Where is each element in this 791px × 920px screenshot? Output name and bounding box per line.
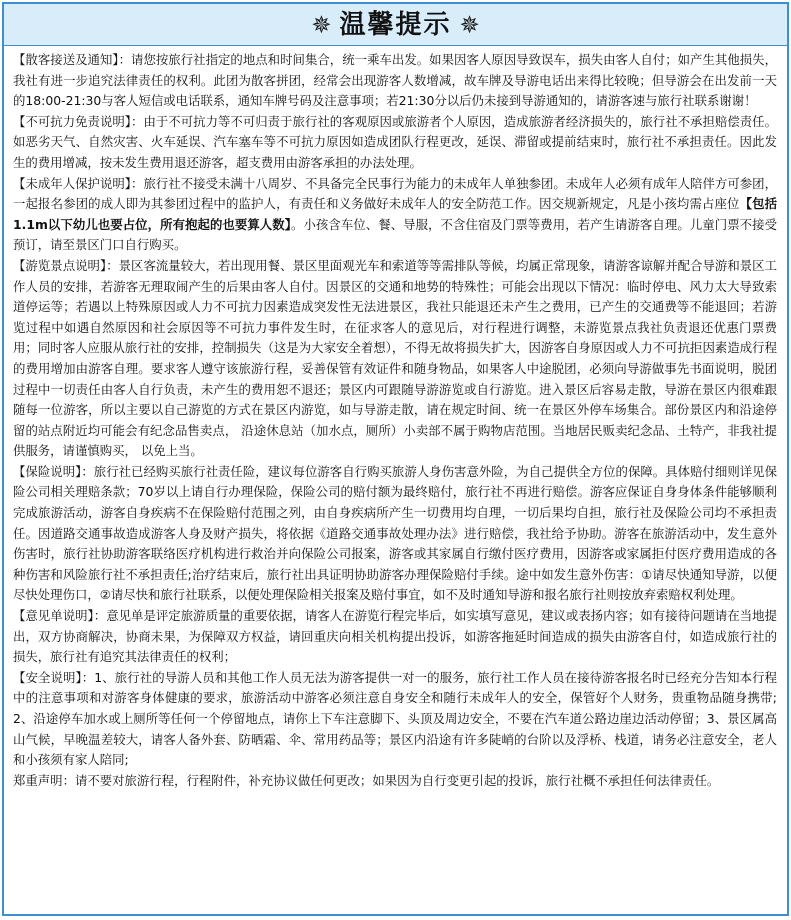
notice-body bbox=[4, 46, 787, 791]
section-pickup-notice bbox=[13, 50, 777, 112]
section-feedback-form bbox=[13, 606, 777, 668]
section-heading: 【不可抗力免责说明】 bbox=[13, 113, 132, 129]
section-sightseeing bbox=[13, 256, 777, 462]
section-text: 。小孩含车位、餐、导服，不含住宿及门票等费用，若产生请游客自理。儿童门票不接受预订，请至景区门口自行购买。 bbox=[13, 216, 777, 253]
page-title: 温馨提示 bbox=[339, 9, 452, 40]
flower-icon-left: ✵ bbox=[311, 10, 332, 39]
section-heading: 【意见单说明】 bbox=[13, 608, 94, 624]
notice-panel bbox=[2, 2, 789, 916]
section-text: ：旅行社已经购买旅行社责任险，建议每位游客自行购买旅游人身伤害意外险，为自己提供全方位的保障。具体赔付细则详见保险公司相关理赔条款；70岁以上请自行办理保险，保险公司的赔付额为最终赔付，旅行社不再进行赔偿。游客应保证自身身体条件能够顺利完成旅游活动，游客自身疾病不在保险赔付范围之列，由自身疾病所产生一切费用均自理，一切后果均自担，旅行社及保险公司均不承担责任。因道路交通事故造成游客人身及财产损失，将依据《道路交通事故处理办法》进行赔偿，我社给予协助。游客在旅游活动中，发生意外伤害时，旅行社协助游客联络医疗机构进行救治并向保险公司报案，游客或其家属自行缴付医疗费用，因游客或家属拒付医疗费用造成的各种伤害和风险旅行社不承担责任;治疗结束后，旅行社出具证明协助游客办理保险赔付手续。途中如发生意外伤害：①请尽快通知导游，以便尽快处理伤口，②请尽快和旅行社联系，以便处理保险相关报案及赔付事宜，如不及时通知导游和报名旅行社则按放弃索赔权利处理。 bbox=[13, 463, 777, 603]
section-declaration bbox=[13, 771, 777, 792]
section-heading: 【未成年人保护说明】 bbox=[13, 175, 132, 191]
section-text: ：景区客流量较大，若出现用餐、景区里面观光车和索道等等需排队等候，均属正常现象，请游客谅解并配合导游和景区工作人员的安排，若游客无理取闹产生的后果由客人自付。因景区的交通和地势的特殊性；可能会出现以下情况：临时停电、风力太大导致索道停运等；若遇以上特殊原因或人力不可抗力因素造成突发性无法进景区，我社只能退还未产生之费用，已产生的交通费等不能退回；若游览过程中如遇自然原因和社会原因等不可抗力事件发生时，在征求客人的意见后，对行程进行调整，未游览景点我社负责退还优惠门票费用；同时客人应服从旅行社的安排，控制损失（这是为大家安全着想），不得无故将损失扩大，因游客自身原因或人力不可抗拒因素造成行程的费用增加由游客自理。要求客人遵守该旅游行程，妥善保管有效证件和随身物品，如果客人中途脱团，必须向导游做事先书面说明，脱团过程中一切责任由客人自行负责，未产生的费用恕不退还；景区内可跟随导游游览或自行游览。进入景区后容易走散，导游在景区内很难跟随每一位游客，所以主要以自己游览的方式在景区内游览，如与导游走散，请在规定时间、统一在景区外停车场集合。部份景区内和沿途停留的站点附近均可能会有纪念品售卖点， 沿途休息站（加水点，厕所）小卖部不属于购物店范围。当地居民贩卖纪念品、土特产，非我社提供服务，请谨慎购买， 以免上当。 bbox=[13, 257, 777, 459]
section-text: ：意见单是评定旅游质量的重要依据，请客人在游览行程完毕后，如实填写意见，建议或表扬内容；如有接待问题请在当地提出，双方协商解决，协商未果，为保障双方权益，请回重庆向相关机构提出投诉，如游客拖延时间造成的损失由游客自付，如造成旅行社的损失，旅行社有追究其法律责任的权利； bbox=[13, 608, 777, 665]
section-text: ：由于不可抗力等不可归责于旅行社的客观原因或旅游者个人原因，造成旅游者经济损失的，旅行社不承担赔偿责任。如恶劣天气、自然灾害、火车延误、汽车塞车等不可抗力原因如造成团队行程更改，延误、滞留或提前结束时，旅行社不承担责任。因此发生的费用增减，按未发生费用退还游客，超支费用由游客承担的办法处理。 bbox=[13, 113, 777, 170]
title-bar bbox=[4, 4, 787, 46]
section-text: ：请您按旅行社指定的地点和时间集合，统一乘车出发。如果因客人原因导致误车，损失由客人自付；如产生其他损失，我社有进一步追究法律责任的权利。此团为散客拼团，经常会出现游客人数增减，故车牌及导游电话出来得比较晚；但导游会在出发前一天的18:00-21:30与客人短信或电话联系，通知车牌号码及注意事项；若21:30分以后仍未接到导游通知的，请游客速与旅行社联系谢谢！ bbox=[13, 52, 777, 109]
section-force-majeure bbox=[13, 112, 777, 174]
section-minor-protection bbox=[13, 174, 777, 256]
section-text: ：1、旅行社的导游人员和其他工作人员无法为游客提供一对一的服务，旅行社工作人员在接待游客报名时已经充分告知本行程中的注意事项和对游客身体健康的要求，旅游活动中游客必须注意自身安全和随行未成年人的安全，保管好个人财务，贵重物品随身携带;2、沿途停车加水或上厕所等任何一个停留地点，请你上下车注意脚下、头顶及周边安全，不要在汽车道公路边崖边活动停留；3、景区属高山气候，早晚温差较大，请客人备外套、防晒霜、伞、常用药品等；景区内沿途有许多陡峭的台阶以及浮桥、栈道，请务必注意安全，老人和小孩须有家人陪同; bbox=[13, 669, 777, 768]
section-text: ：请不要对旅游行程，行程附件，补充协议做任何更改；如果因为自行变更引起的投诉，旅行社概不承担任何法律责任。 bbox=[62, 772, 720, 788]
child-seat-highlight: 【包括1.1m以下幼儿也要占位，所有抱起的也要算人数】 bbox=[13, 196, 778, 232]
section-heading: 【保险说明】 bbox=[13, 463, 82, 479]
section-insurance bbox=[13, 462, 777, 606]
section-text: ：旅行社不接受未满十八周岁、不具备完全民事行为能力的未成年人单独参团。未成年人必须有成年人陪伴方可参团，一起报名参团的成人即为其参团过程中的监护人，有责任和义务做好未成年人的安全防范工作。因交规新规定，凡是小孩均需占座位 bbox=[13, 175, 777, 212]
section-heading: 郑重声明 bbox=[13, 772, 63, 788]
section-heading: 【散客接送及通知】 bbox=[13, 52, 119, 67]
flower-icon-right: ✵ bbox=[459, 10, 480, 39]
section-heading: 【安全说明】 bbox=[13, 669, 82, 685]
section-safety bbox=[13, 668, 777, 771]
section-heading: 【游览景点说明】 bbox=[13, 257, 107, 273]
